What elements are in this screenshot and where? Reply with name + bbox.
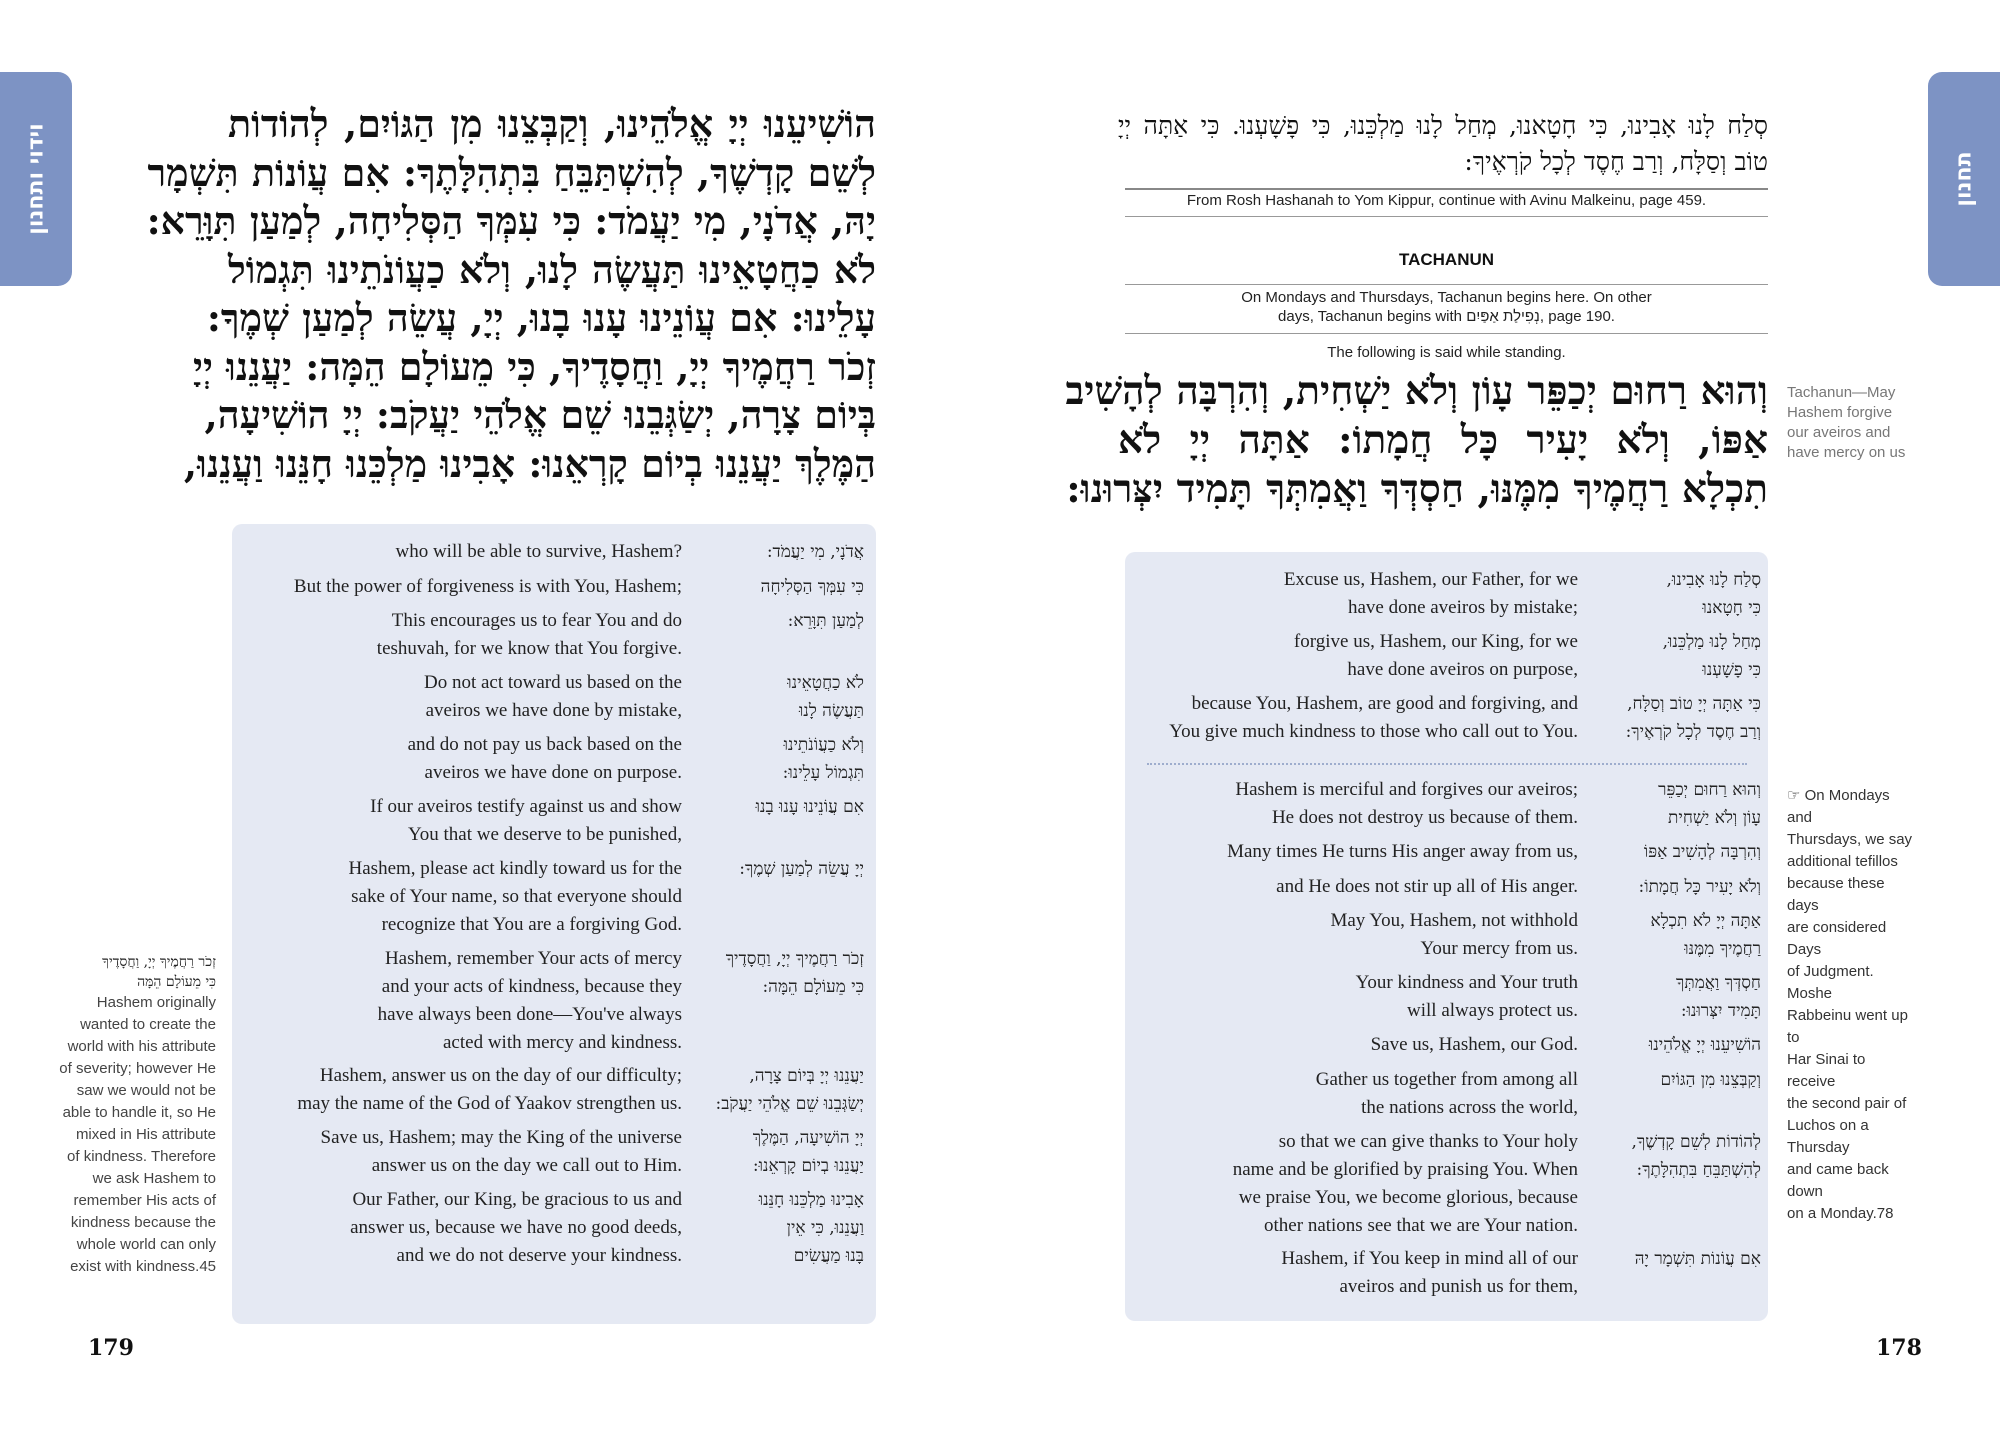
english-line: the nations across the world, xyxy=(1361,1096,1578,1118)
hebrew-phrase-line: הוֹשִׁיעֵנוּ יְיָ אֱלֹהֵינוּ xyxy=(1648,1035,1761,1055)
english-line: acted with mercy and kindness. xyxy=(442,1031,682,1053)
translation-row xyxy=(1125,690,1768,745)
translation-row xyxy=(1125,628,1768,683)
hebrew-phrase-line: אָבִינוּ מַלְכֵּנוּ חָנֵּנוּ xyxy=(758,1189,864,1210)
hebrew-vehu-rachum xyxy=(1065,367,1768,514)
translation-row xyxy=(232,573,876,601)
margin-note-line: kindness because the xyxy=(70,1214,216,1231)
english-line: Our Father, our King, be gracious to us and xyxy=(352,1188,682,1210)
english-line: forgive us, Hashem, our King, for we xyxy=(1293,631,1578,652)
hebrew-phrase xyxy=(694,731,864,787)
margin-commentary xyxy=(44,952,216,1278)
hebrew-phrase-line: לְהִשְׁתַּבֵּחַ בִּתְהִלָּתֶךָ: xyxy=(1636,1159,1761,1180)
english-translation xyxy=(297,1062,682,1118)
hebrew-line: לֹא כַחֲטָאֵינוּ תַּעֲשֶׂה לָנוּ, וְלֹא כַעֲוֹנֹתֵינוּ תִּגְמוֹל xyxy=(228,246,876,292)
hebrew-phrase xyxy=(694,607,864,635)
english-line: and your acts of kindness, because they xyxy=(381,975,682,997)
margin-commentary xyxy=(1787,785,1917,1225)
margin-note-line: additional tefillos xyxy=(1787,853,1898,870)
translation-row xyxy=(232,1124,876,1179)
translation-row xyxy=(1125,566,1768,621)
english-translation xyxy=(395,538,682,566)
english-translation xyxy=(1294,628,1578,684)
section-side-tab-left[interactable] xyxy=(0,72,72,286)
english-translation xyxy=(1169,690,1578,746)
margin-note-line: of kindness. Therefore xyxy=(67,1148,216,1165)
margin-note-line: we ask Hashem to xyxy=(92,1170,216,1187)
translation-row xyxy=(1125,838,1768,866)
english-translation xyxy=(378,945,682,1057)
english-translation xyxy=(294,573,682,601)
translation-row xyxy=(1125,1031,1768,1059)
hebrew-phrase xyxy=(1591,1128,1761,1184)
translation-row xyxy=(232,1186,876,1269)
margin-note-line: and came back down xyxy=(1787,1161,1889,1200)
margin-note-line: our aveiros and xyxy=(1787,424,1891,441)
english-line: May You, Hashem, not withhold xyxy=(1330,910,1578,931)
hebrew-phrase xyxy=(1591,628,1761,684)
english-line: because You, Hashem, are good and forgiving, and xyxy=(1191,693,1578,714)
translation-row xyxy=(232,731,876,786)
english-line: But the power of forgiveness is with You, Hashem; xyxy=(293,575,682,597)
hebrew-phrase-line: אַתָּה יְיָ לֹא תִכְלָא xyxy=(1650,911,1761,931)
english-line: Hashem is merciful and forgives our aveiros; xyxy=(1235,779,1578,800)
margin-note-line: Luchos on a Thursday xyxy=(1787,1117,1869,1156)
english-line: who will be able to survive, Hashem? xyxy=(395,541,682,562)
english-line: Your mercy from us. xyxy=(1420,938,1578,959)
english-translation xyxy=(1316,1066,1578,1122)
hebrew-phrase xyxy=(694,945,864,1001)
margin-hebrew-line: זְכֹר רַחֲמֶיךָ יְיָ, וַחֲסָדֶיךָ xyxy=(102,954,216,970)
margin-summary xyxy=(1787,383,1907,463)
hebrew-selach-text xyxy=(1118,108,1768,180)
margin-note-line: have mercy on us xyxy=(1787,444,1906,461)
english-translation xyxy=(1284,566,1578,622)
hebrew-phrase-line: תִּגְמוֹל עָלֵינוּ: xyxy=(782,763,864,783)
hebrew-phrase-line: יְיָ עֲשֵׂה לְמַעַן שְׁמֶךָ: xyxy=(739,859,864,879)
english-line: answer us on the day we call out to Him. xyxy=(371,1154,682,1176)
hebrew-phrase xyxy=(1591,969,1761,1025)
margin-note-line: Hashem originally xyxy=(96,994,216,1011)
hebrew-line: לְשֵׁם קָדְשֶׁךָ, לְהִשְׁתַּבֵּחַ בִּתְהִלָּתֶךָ: אִם עֲוֹנוֹת תִּשְׁמָר xyxy=(147,149,876,195)
hebrew-phrase-line: וְהוּא רַחוּם יְכַפֵּר xyxy=(1658,780,1761,800)
english-translation xyxy=(321,1124,682,1180)
english-line: answer us, because we have no good deeds, xyxy=(350,1216,682,1238)
hebrew-phrase-line: אֲדֹנָי, מִי יַעֲמֹד: xyxy=(766,542,864,562)
hebrew-phrase xyxy=(1591,873,1761,901)
hebrew-line: זְכֹר רַחֲמֶיךָ יְיָ, וַחֲסָדֶיךָ, כִּי מֵעוֹלָם הֵמָּה: יַעֲנֵנוּ יְיָ xyxy=(193,343,876,389)
margin-note-text xyxy=(44,992,216,1278)
hebrew-phrase-line: אִם עֲוֹנֵינוּ עָנוּ בָנוּ xyxy=(755,797,864,817)
hebrew-phrase xyxy=(1591,838,1761,866)
english-line: sake of Your name, so that everyone should xyxy=(351,886,682,907)
hebrew-phrase xyxy=(694,1062,864,1118)
avinu-malkeinu-note: From Rosh Hashanah to Yom Kippur, continue with Avinu Malkeinu, page 459. xyxy=(1186,192,1707,209)
english-line: Hashem, if You keep in mind all of our xyxy=(1281,1247,1578,1269)
hebrew-phrase-line: תָּמִיד יִצְּרוּנוּ: xyxy=(1680,1001,1761,1021)
hebrew-phrase-line: וְלֹא כַעֲוֹנֹתֵינוּ xyxy=(783,735,864,755)
hebrew-line: טוֹב וְסַלָּח, וְרַב חֶסֶד לְכָל קֹרְאֶיךָ: xyxy=(1464,147,1768,176)
hebrew-phrase-line: וַעֲנֵנוּ, כִּי אֵין xyxy=(786,1217,864,1238)
hebrew-phrase-line: לֹא כַחֲטָאֵינוּ xyxy=(787,673,864,693)
hebrew-phrase-line: לְמַעַן תִּוָּרֵא: xyxy=(787,611,864,631)
margin-hebrew-line: כִּי מֵעוֹלָם הֵמָּה xyxy=(137,974,216,990)
hebrew-phrase-line: סְלַח לָנוּ אָבִינוּ, xyxy=(1666,570,1761,590)
english-line: other nations see that we are Your nation. xyxy=(1264,1214,1578,1236)
hebrew-phrase-line: מְחַל לָנוּ מַלְכֵּנוּ, xyxy=(1662,632,1761,652)
hebrew-phrase-line: כִּי עִמְּךָ הַסְּלִיחָה xyxy=(760,576,864,597)
hebrew-phrase-line: יַעֲנֵנוּ בְיוֹם קָרְאֵנוּ: xyxy=(752,1155,864,1176)
english-line: Do not act toward us based on the xyxy=(423,672,682,693)
translation-row xyxy=(1125,1066,1768,1121)
hebrew-phrase xyxy=(694,1186,864,1270)
translation-row xyxy=(1125,873,1768,901)
hebrew-phrase-line: וְלֹא יָעִיר כָּל חֲמָתוֹ: xyxy=(1638,876,1761,897)
margin-note-text: On Mondays and xyxy=(1787,787,1890,826)
margin-note-line: whole world can only xyxy=(76,1236,216,1253)
margin-note-line: Rabbeinu went up to xyxy=(1787,1007,1908,1046)
translation-row xyxy=(1125,1245,1768,1300)
hebrew-phrase-line: לְהוֹדוֹת לְשֵׁם קָדְשֶׁךָ, xyxy=(1631,1131,1761,1152)
hebrew-phrase-line: עָוֹן וְלֹא יַשְׁחִית xyxy=(1668,808,1761,828)
hebrew-phrase xyxy=(1591,1031,1761,1059)
hebrew-phrase-line: כִּי מֵעוֹלָם הֵמָּה: xyxy=(762,976,864,997)
hebrew-phrase xyxy=(694,855,864,883)
english-translation xyxy=(350,1186,682,1270)
english-line: Hashem, please act kindly toward us for the xyxy=(348,858,682,879)
hebrew-phrase xyxy=(1591,690,1761,746)
english-translation xyxy=(370,793,682,849)
margin-note-line: mixed in His attribute xyxy=(75,1126,216,1143)
english-line: name and be glorified by praising You. When xyxy=(1232,1158,1578,1180)
translation-row xyxy=(1125,907,1768,962)
hebrew-phrase xyxy=(694,1124,864,1180)
hebrew-phrase-line: יַעֲנֵנוּ יְיָ בְּיוֹם צָרָה, xyxy=(749,1065,864,1086)
translation-row xyxy=(1125,969,1768,1024)
english-line: and He does not stir up all of His anger. xyxy=(1276,875,1578,897)
english-line: You give much kindness to those who call out to You. xyxy=(1169,721,1578,742)
hebrew-phrase xyxy=(694,793,864,821)
english-line: Your kindness and Your truth xyxy=(1355,972,1578,993)
divider xyxy=(1125,216,1768,217)
divider xyxy=(1125,333,1768,334)
margin-note-line: saw we would not be xyxy=(76,1082,216,1099)
hebrew-phrase xyxy=(694,669,864,725)
hebrew-line: עָלֵינוּ: אִם עֲוֹנֵינוּ עָנוּ בָנוּ, יְיָ, עֲשֵׂה לְמַעַן שְׁמֶךָ: xyxy=(206,295,876,340)
english-translation xyxy=(1330,907,1578,963)
english-translation xyxy=(1281,1245,1578,1301)
margin-note-line: able to handle it, so He xyxy=(62,1104,216,1121)
english-line: Many times He turns His anger away from us, xyxy=(1227,841,1578,862)
hebrew-phrase xyxy=(694,538,864,566)
hebrew-phrase-line: יְיָ הוֹשִׁיעָה, הַמֶּלֶךְ xyxy=(752,1127,864,1148)
margin-note-line: are considered Days xyxy=(1787,919,1887,958)
english-line: may the name of the God of Yaakov strengthen us. xyxy=(297,1092,682,1114)
hebrew-phrase xyxy=(1591,1245,1761,1273)
hebrew-phrase xyxy=(1591,776,1761,832)
hebrew-phrase-line: תַּעֲשֶׂה לָנוּ xyxy=(798,701,864,721)
hebrew-phrase-line: זְכֹר רַחֲמֶיךָ יְיָ, וַחֲסָדֶיךָ xyxy=(725,948,864,969)
translation-row xyxy=(232,538,876,566)
english-line: have done aveiros by mistake; xyxy=(1347,597,1578,618)
section-title: TACHANUN xyxy=(1398,250,1495,269)
margin-note-line: the second pair of xyxy=(1787,1095,1907,1112)
divider xyxy=(1125,188,1768,190)
hebrew-phrase-line: וְקַבְּצֵנוּ מִן הַגּוֹיִם xyxy=(1660,1069,1761,1090)
hebrew-phrase-line: וְרַב חֶסֶד לְכָל קֹרְאֶיךָ: xyxy=(1625,722,1761,742)
english-translation xyxy=(377,607,682,663)
margin-note-line: exist with kindness.45 xyxy=(70,1258,216,1275)
hebrew-line: הוֹשִׁיעֵנוּ יְיָ אֱלֹהֵינוּ, וְקַבְּצֵנוּ מִן הַגּוֹיִם, לְהוֹדוֹת xyxy=(228,101,876,146)
hebrew-phrase-line: אִם עֲוֹנוֹת תִּשְׁמָר יָהּ xyxy=(1634,1248,1761,1269)
english-line: Gather us together from among all xyxy=(1315,1068,1578,1090)
hebrew-line: סְלַח לָנוּ אָבִינוּ, כִּי חָטָאנוּ, מְחַל לָנוּ מַלְכֵּנוּ, כִּי פָשָׁעְנוּ. כִּי אַתָּה יְיָ xyxy=(1118,111,1768,140)
english-translation xyxy=(1227,838,1578,866)
section-side-tab-right[interactable] xyxy=(1928,72,2000,286)
english-line: aveiros we have done by mistake, xyxy=(425,700,682,721)
hebrew-line: הַמֶּלֶךְ יַעֲנֵנוּ בְיוֹם קָרְאֵנוּ: אָבִינוּ מַלְכֵּנוּ חָנֵּנוּ וַעֲנֵנוּ, xyxy=(183,440,876,486)
hebrew-phrase-line: יְשַׂגְּבֵנוּ שֵׁם אֱלֹהֵי יַעֲקֹב: xyxy=(715,1093,864,1114)
side-tab-label: וידוי ותחנון xyxy=(23,123,49,235)
english-line: teshuvah, for we know that You forgive. xyxy=(376,638,682,659)
divider xyxy=(1125,284,1768,285)
hebrew-line: תִכְלָא רַחֲמֶיךָ מִמֶּנּוּ, חַסְדְּךָ וַאֲמִתְּךָ תָּמִיד יִצְּרוּנוּ: xyxy=(1066,466,1768,512)
hebrew-phrase-line: חַסְדְּךָ וַאֲמִתְּךָ xyxy=(1675,973,1761,993)
margin-note-line: on a Monday.78 xyxy=(1787,1205,1894,1222)
margin-note-line: wanted to create the xyxy=(80,1016,216,1033)
margin-note-line: of severity; however He xyxy=(59,1060,216,1077)
english-translation xyxy=(1235,776,1578,832)
instruction-line: days, Tachanun begins with נְפִילַת אַפַּיִם, page 190. xyxy=(1278,308,1615,325)
pointing-hand-icon: ☞ xyxy=(1787,787,1805,804)
english-line: This encourages us to fear You and do xyxy=(391,610,682,631)
hebrew-phrase-line: כִּי פָשָׁעְנוּ xyxy=(1702,660,1761,680)
side-tab-label: תחנון xyxy=(1951,151,1977,207)
hebrew-line: יָהּ, אֲדֹנָי, מִי יַעֲמֹד: כִּי עִמְּךָ הַסְּלִיחָה, לְמַעַן תִּוָּרֵא: xyxy=(146,198,876,243)
translation-panel xyxy=(232,524,876,1324)
standing-note: The following is said while standing. xyxy=(1327,344,1566,361)
translation-row xyxy=(1125,1128,1768,1238)
page-number: 179 xyxy=(88,1335,134,1361)
page-number: 178 xyxy=(1876,1335,1922,1361)
english-line: we praise You, we become glorious, because xyxy=(1238,1186,1578,1208)
hebrew-phrase-line: רַחֲמֶיךָ מִמֶּנּוּ xyxy=(1684,939,1761,959)
english-translation xyxy=(1371,1031,1578,1059)
english-line: Hashem, answer us on the day of our difficulty; xyxy=(319,1064,682,1086)
english-translation xyxy=(1276,873,1578,901)
english-line: Hashem, remember Your acts of mercy xyxy=(384,947,682,969)
margin-note-line: Hashem forgive xyxy=(1787,404,1893,421)
margin-note-line: Thursdays, we say xyxy=(1787,831,1913,848)
hebrew-prayer-text xyxy=(146,100,876,488)
english-translation xyxy=(1233,1128,1578,1240)
english-line: Excuse us, Hashem, our Father, for we xyxy=(1283,569,1578,590)
hebrew-line: וְהוּא רַחוּם יְכַפֵּר עָוֹן וְלֹא יַשְׁחִית, וְהִרְבָּה לְהָשִׁיב xyxy=(1065,368,1768,414)
english-translation xyxy=(424,669,682,725)
hebrew-phrase xyxy=(1591,566,1761,622)
hebrew-phrase-line: כִּי אַתָּה יְיָ טוֹב וְסַלָּח, xyxy=(1627,694,1761,714)
translation-row xyxy=(232,607,876,662)
english-line: Save us, Hashem, our God. xyxy=(1370,1034,1578,1055)
english-line: so that we can give thanks to Your holy xyxy=(1278,1130,1578,1152)
instruction-line: On Mondays and Thursdays, Tachanun begins here. On other xyxy=(1241,289,1652,306)
english-line: and we do not deserve your kindness. xyxy=(396,1244,682,1266)
english-translation xyxy=(1356,969,1578,1025)
margin-note-line: Har Sinai to receive xyxy=(1787,1051,1866,1090)
dotted-divider xyxy=(1147,763,1747,765)
hebrew-phrase xyxy=(1591,1066,1761,1094)
hebrew-phrase xyxy=(694,573,864,601)
english-translation xyxy=(408,731,682,787)
english-line: have done aveiros on purpose, xyxy=(1347,659,1578,680)
margin-note-line: remember His acts of xyxy=(73,1192,216,1209)
translation-panel xyxy=(1125,552,1768,1321)
margin-note-line: because these days xyxy=(1787,875,1885,914)
english-line: recognize that You are a forgiving God. xyxy=(381,914,682,935)
translation-row xyxy=(1125,776,1768,831)
english-translation xyxy=(349,855,682,939)
margin-note-line: world with his attribute xyxy=(67,1038,216,1055)
hebrew-line: בְּיוֹם צָרָה, יְשַׂגְּבֵנוּ שֵׁם אֱלֹהֵי יַעֲקֹב: יְיָ הוֹשִׁיעָה, xyxy=(204,392,876,437)
english-line: He does not destroy us because of them. xyxy=(1271,807,1578,828)
english-line: Save us, Hashem; may the King of the universe xyxy=(320,1126,682,1148)
translation-row xyxy=(232,793,876,848)
hebrew-phrase-line: בָּנוּ מַעֲשִׂים xyxy=(793,1245,864,1266)
english-line: If our aveiros testify against us and show xyxy=(370,796,682,817)
margin-note-line: Tachanun—May xyxy=(1787,384,1896,401)
margin-note-line: of Judgment. Moshe xyxy=(1787,963,1874,1002)
hebrew-phrase xyxy=(1591,907,1761,963)
hebrew-phrase-line: כִּי חָטָאנוּ xyxy=(1702,598,1761,618)
translation-row xyxy=(232,855,876,938)
right-page xyxy=(1000,0,2000,1429)
english-line: and do not pay us back based on the xyxy=(407,734,682,755)
english-line: You that we deserve to be punished, xyxy=(407,824,682,845)
translation-row xyxy=(232,945,876,1055)
hebrew-phrase-line: וְהִרְבָּה לְהָשִׁיב אַפּוֹ xyxy=(1643,842,1761,862)
translation-row xyxy=(232,1062,876,1117)
hebrew-line: אַפּוֹ, וְלֹא יָעִיר כָּל חֲמָתוֹ: אַתָּה יְיָ לֹא xyxy=(1118,417,1768,463)
english-line: will always protect us. xyxy=(1407,1000,1578,1021)
translation-row xyxy=(232,669,876,724)
margin-note-line xyxy=(1787,785,1917,829)
english-line: have always been done—You've always xyxy=(377,1003,682,1025)
english-line: aveiros and punish us for them, xyxy=(1339,1275,1578,1297)
english-line: aveiros we have done on purpose. xyxy=(424,762,682,783)
